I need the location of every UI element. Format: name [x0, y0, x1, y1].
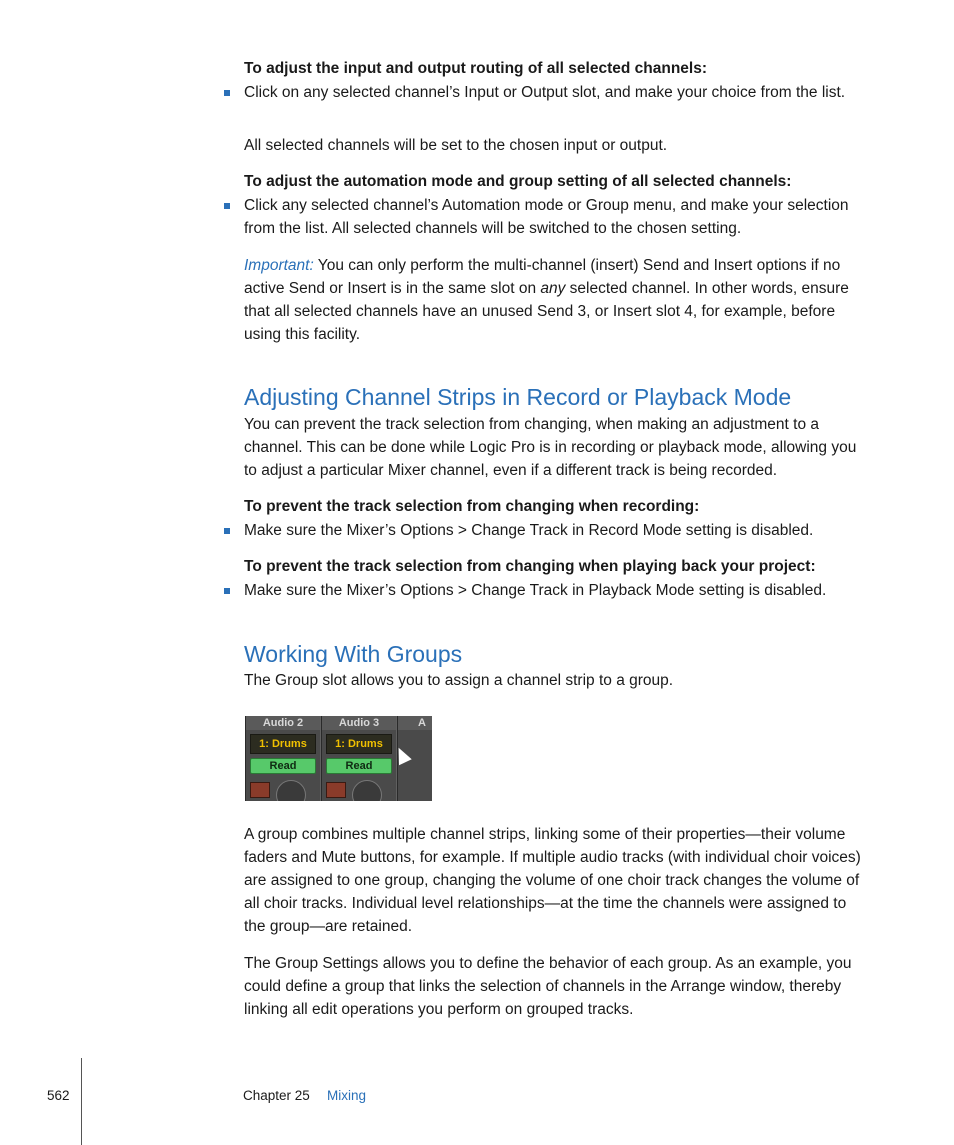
groups-paragraph-2: The Group Settings allows you to define the behavior of each group. As an example, you could define a group that links the selection of channels in the Arrange window, thereby linking all edit operations you perform on grouped tracks.: [244, 955, 852, 1018]
recording-heading: To prevent the track selection from changing when recording:: [244, 498, 700, 515]
routing-bullet: Click on any selected channel’s Input or Output slot, and make your choice from the list.: [244, 84, 846, 101]
bullet-marker: [224, 528, 230, 534]
footer-divider: [81, 1058, 82, 1145]
important-text-a: You can only perform the multi-channel (insert) Send and Insert options if no active Send or Insert is in the same slot on: [244, 257, 841, 297]
record-playback-intro: You can prevent the track selection from changing, when making an adjustment to a channel. This can be done while Logic Pro is in recording or playback mode, allowing you to adjust a particular Mixer channel, even if a different track is being recorded.: [244, 416, 857, 479]
channel-strip: [321, 716, 397, 801]
insert-slot: [250, 782, 270, 798]
insert-slot: [326, 782, 346, 798]
group-slot[interactable]: 1: Drums: [326, 734, 392, 754]
pan-knob: [352, 780, 382, 801]
mixer-group-screenshot: [245, 716, 432, 801]
page-number: 562: [47, 1088, 70, 1103]
automation-mode-button[interactable]: Read: [326, 758, 392, 774]
important-label: Important:: [244, 257, 314, 274]
automation-heading: To adjust the automation mode and group setting of all selected channels:: [244, 173, 792, 190]
important-text-b: selected channel. In other words, ensure that all selected channels have an unused Send 3, or Insert slot 4, for example, before using this facility.: [244, 280, 849, 343]
groups-title: Working With Groups: [244, 641, 463, 667]
important-emphasis: any: [540, 280, 566, 297]
routing-note: All selected channels will be set to the chosen input or output.: [244, 137, 668, 154]
pan-knob: [276, 780, 306, 801]
bullet-marker: [224, 90, 230, 96]
playback-heading: To prevent the track selection from changing when playing back your project:: [244, 558, 816, 575]
automation-mode-button[interactable]: Read: [250, 758, 316, 774]
track-name: Audio 3: [322, 716, 396, 730]
track-name: A: [398, 716, 432, 730]
playback-bullet: Make sure the Mixer’s Options > Change Track in Playback Mode setting is disabled.: [244, 582, 827, 599]
important-note: [244, 254, 864, 346]
track-name: Audio 2: [246, 716, 320, 730]
bullet-marker: [224, 588, 230, 594]
group-slot[interactable]: 1: Drums: [250, 734, 316, 754]
record-playback-title: Adjusting Channel Strips in Record or Playback Mode: [244, 384, 792, 410]
channel-strip: [245, 716, 321, 801]
footer-chapter: Chapter 25: [243, 1088, 310, 1103]
bullet-marker: [224, 203, 230, 209]
groups-intro: The Group slot allows you to assign a channel strip to a group.: [244, 672, 674, 689]
recording-bullet: Make sure the Mixer’s Options > Change Track in Record Mode setting is disabled.: [244, 522, 814, 539]
groups-paragraph-1: A group combines multiple channel strips, linking some of their properties—their volume faders and Mute buttons, for example. If multiple audio tracks (with individual choir voices) are assigned to one group, changing the volume of one choir track changes the volume of all choir tracks. Individual level relationships—at the time the channels were assigned to the group—are retained.: [244, 826, 861, 935]
footer-section: Mixing: [327, 1088, 367, 1103]
automation-bullet: Click any selected channel’s Automation mode or Group menu, and make your selection from the list. All selected channels will be switched to the chosen setting.: [244, 197, 849, 237]
routing-heading: To adjust the input and output routing of all selected channels:: [244, 60, 707, 77]
